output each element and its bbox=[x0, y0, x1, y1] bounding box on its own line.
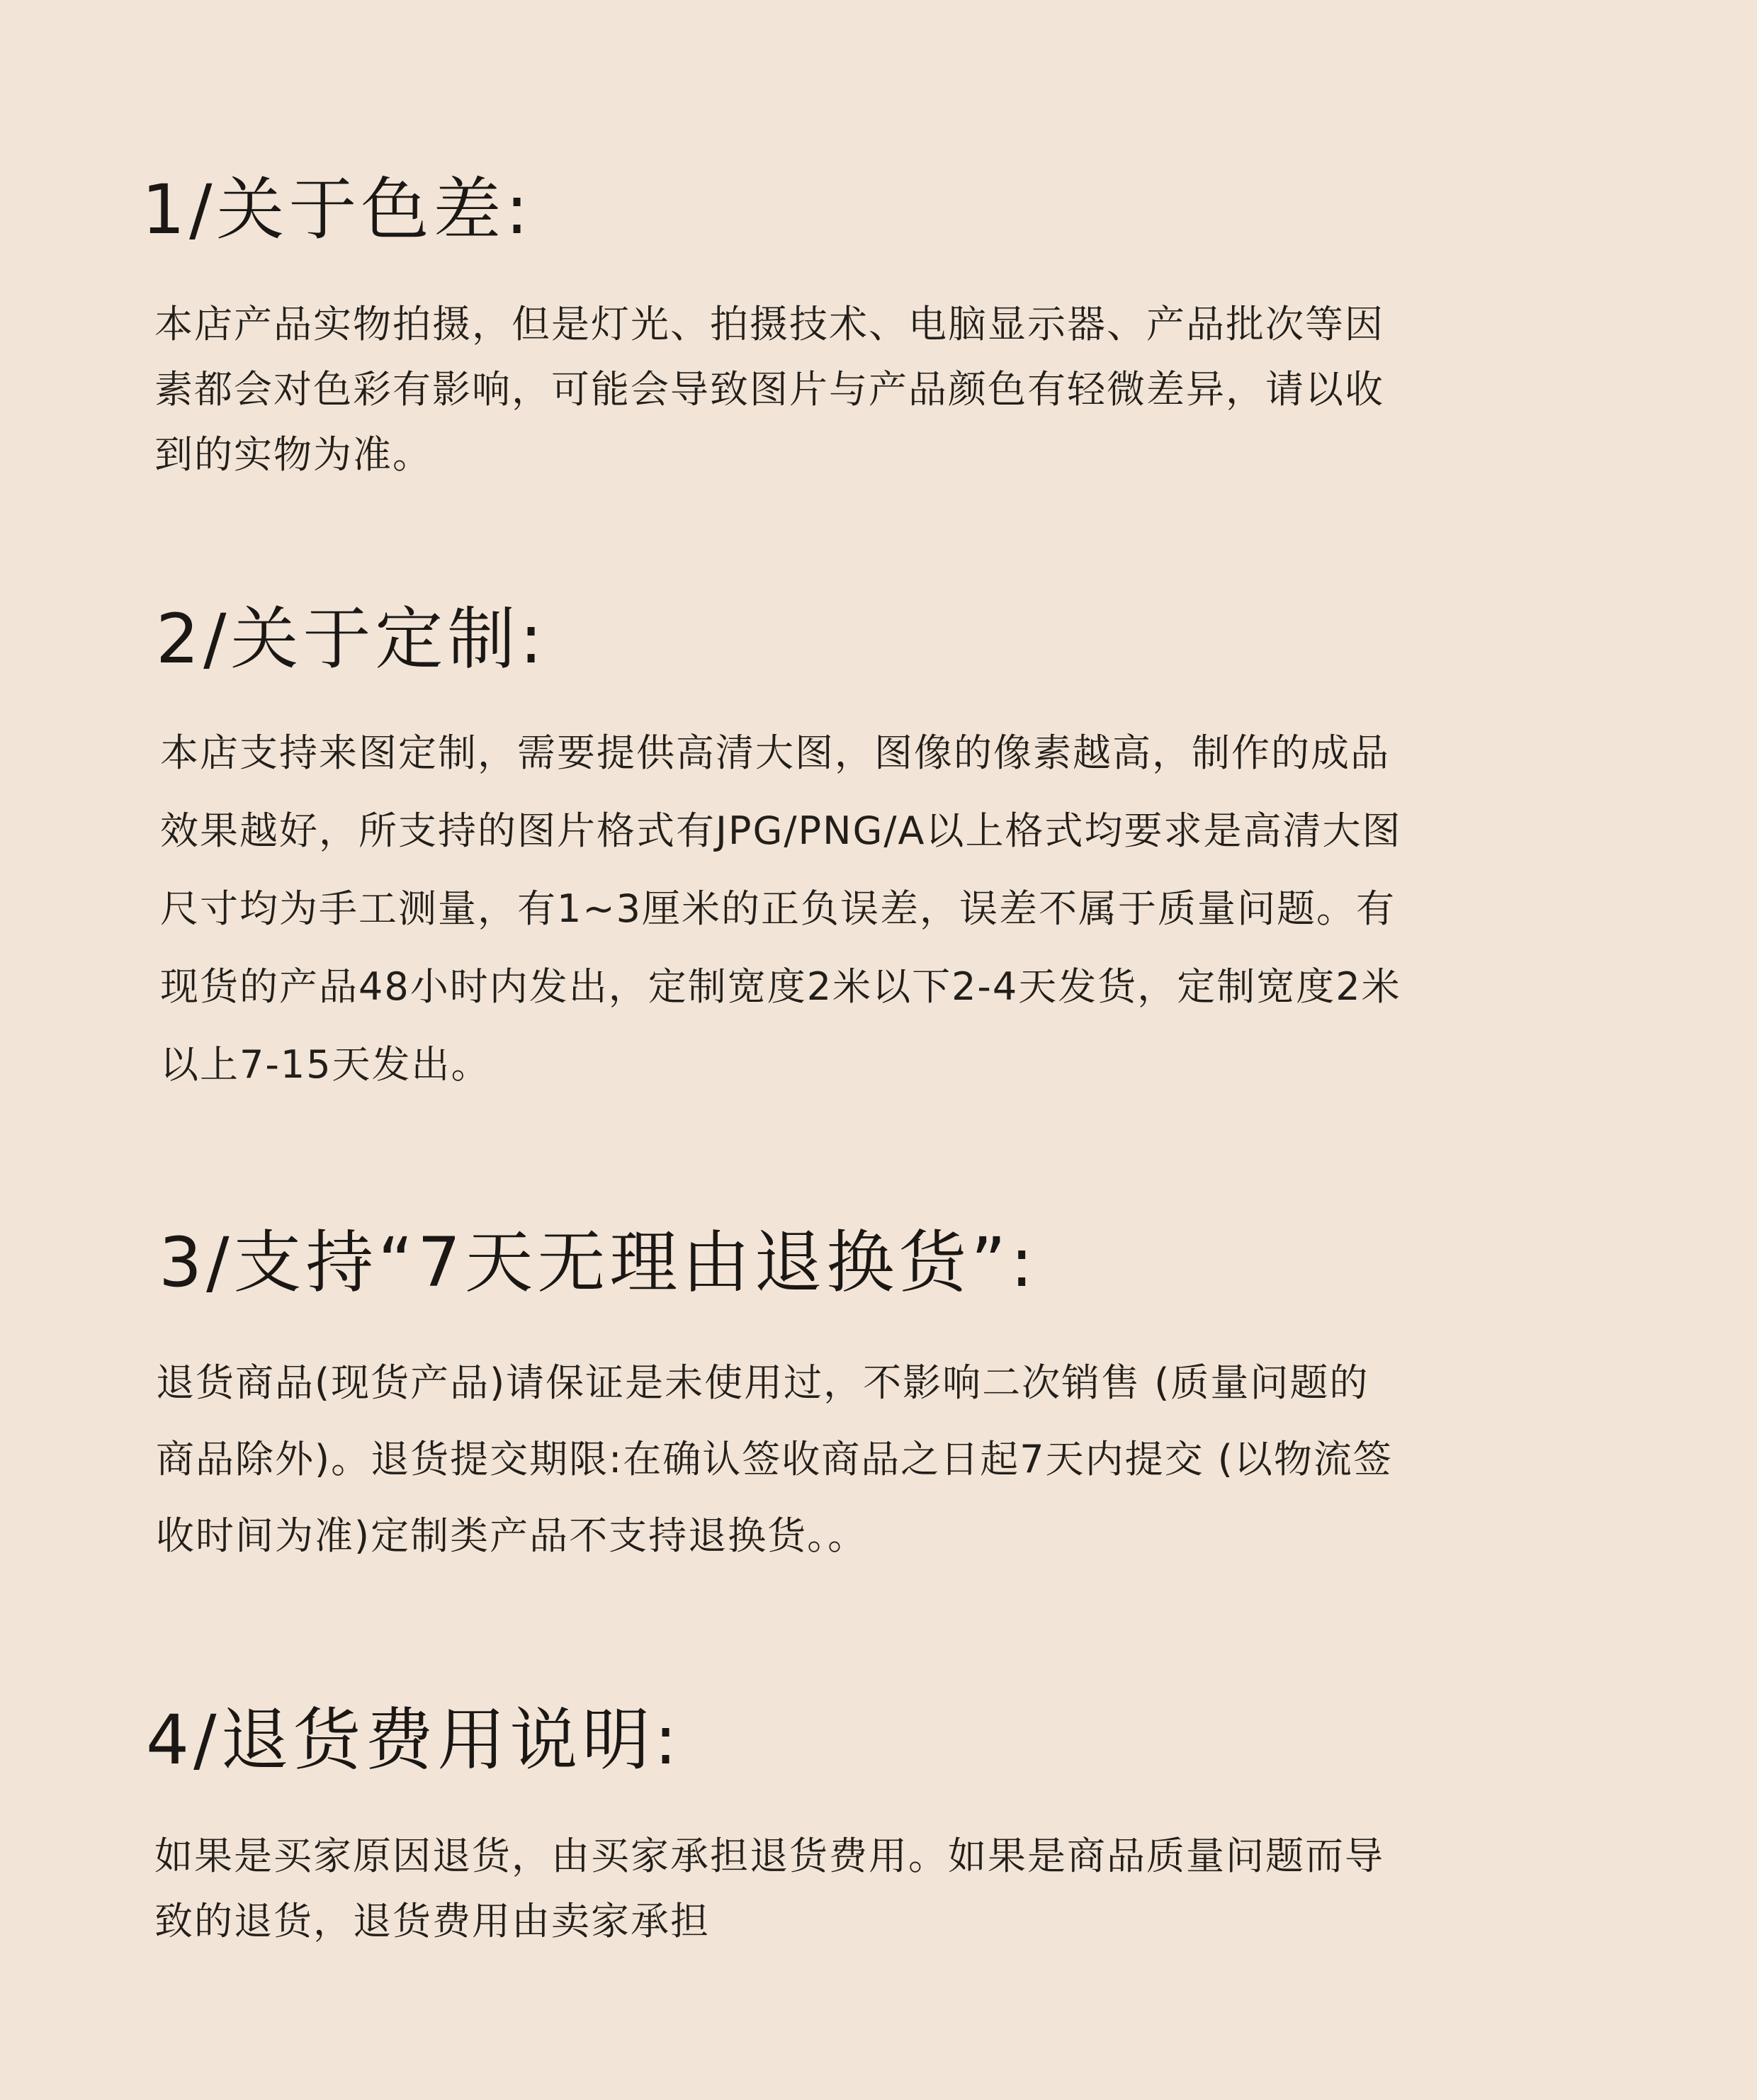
section-body-return-fees bbox=[154, 1824, 1656, 1954]
body-line: 退货商品(现货产品)请保证是未使用过，不影响二次销售 (质量问题的 bbox=[156, 1360, 1369, 1405]
body-line: 本店支持来图定制，需要提供高清大图，图像的像素越高，制作的成品 bbox=[160, 730, 1390, 775]
body-line: 到的实物为准。 bbox=[154, 432, 432, 477]
section-heading-customization: 2/关于定制: bbox=[156, 599, 547, 679]
body-line: 商品除外)。退货提交期限:在确认签收商品之日起7天内提交 (以物流签 bbox=[156, 1437, 1393, 1481]
body-line: 致的退货，退货费用由卖家承担 bbox=[154, 1899, 710, 1943]
body-line: 素都会对色彩有影响，可能会导致图片与产品颜色有轻微差异，请以收 bbox=[154, 367, 1384, 412]
section-heading-color-difference: 1/关于色差: bbox=[142, 170, 533, 249]
section-body-customization bbox=[160, 714, 1662, 1104]
section-heading-returns: 3/支持“7天无理由退换货”: bbox=[159, 1223, 1038, 1302]
body-line: 效果越好，所支持的图片格式有JPG/PNG/A以上格式均要求是高清大图 bbox=[160, 808, 1402, 853]
body-line: 以上7-15天发出。 bbox=[160, 1042, 491, 1087]
section-body-color-difference bbox=[154, 292, 1656, 487]
body-line: 收时间为准)定制类产品不支持退换货。。 bbox=[156, 1513, 868, 1558]
body-line: 现货的产品48小时内发出，定制宽度2米以下2-4天发货，定制宽度2米 bbox=[160, 964, 1401, 1009]
section-body-returns bbox=[156, 1345, 1658, 1574]
body-line: 如果是买家原因退货，由买家承担退货费用。如果是商品质量问题而导 bbox=[154, 1834, 1384, 1878]
body-line: 本店产品实物拍摄，但是灯光、拍摄技术、电脑显示器、产品批次等因 bbox=[154, 302, 1384, 346]
body-line: 尺寸均为手工测量，有1~3厘米的正负误差，误差不属于质量问题。有 bbox=[160, 886, 1396, 931]
section-heading-return-fees: 4/退货费用说明: bbox=[146, 1700, 682, 1780]
